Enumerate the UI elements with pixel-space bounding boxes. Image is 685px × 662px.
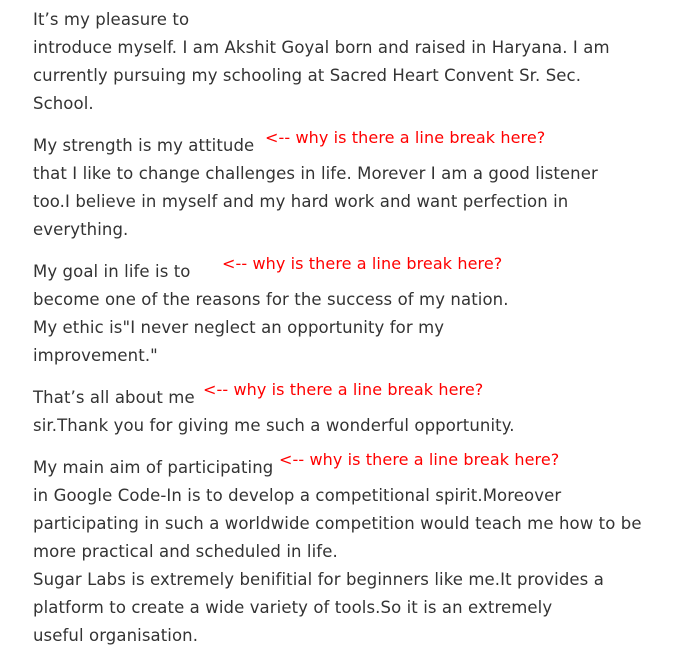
text-line: My ethic is"I never neglect an opportunity for my xyxy=(33,318,445,337)
paragraph-intro xyxy=(33,6,653,118)
text-line: more practical and scheduled in life. xyxy=(33,542,338,561)
text-line: in Google Code-In is to develop a competitional spirit.Moreover xyxy=(33,486,562,505)
text-line: everything. xyxy=(33,220,129,239)
text-line: School. xyxy=(33,94,94,113)
text-line: introduce myself. I am Akshit Goyal born and raised in Haryana. I am xyxy=(33,38,610,57)
text-line: become one of the reasons for the success of my nation. xyxy=(33,290,509,309)
paragraph-goal xyxy=(33,254,653,370)
text-line: sir.Thank you for giving me such a wonderful opportunity. xyxy=(33,416,515,435)
line-break-annotation: <-- why is there a line break here? xyxy=(265,128,546,147)
line-break-annotation: <-- why is there a line break here? xyxy=(279,450,560,469)
paragraph-strength xyxy=(33,128,653,244)
line-break-annotation: <-- why is there a line break here? xyxy=(203,380,484,399)
text-line: that I like to change challenges in life. Morever I am a good listener xyxy=(33,164,598,183)
paragraph-aim xyxy=(33,450,653,650)
text-line: My main aim of participating xyxy=(33,458,274,477)
text-line: My goal in life is to xyxy=(33,262,191,281)
text-line: too.I believe in myself and my hard work and want perfection in xyxy=(33,192,569,211)
text-line: That’s all about me xyxy=(33,388,195,407)
text-line: currently pursuing my schooling at Sacred Heart Convent Sr. Sec. xyxy=(33,66,582,85)
text-line: participating in such a worldwide competition would teach me how to be xyxy=(33,514,642,533)
text-line: It’s my pleasure to xyxy=(33,10,190,29)
text-line: useful organisation. xyxy=(33,626,199,645)
text-line: improvement." xyxy=(33,346,158,365)
text-line: platform to create a wide variety of tools.So it is an extremely xyxy=(33,598,553,617)
line-break-annotation: <-- why is there a line break here? xyxy=(222,254,503,273)
paragraph-closing xyxy=(33,380,653,440)
document-body xyxy=(33,6,653,650)
text-line: Sugar Labs is extremely benifitial for beginners like me.It provides a xyxy=(33,570,604,589)
text-line: My strength is my attitude xyxy=(33,136,255,155)
